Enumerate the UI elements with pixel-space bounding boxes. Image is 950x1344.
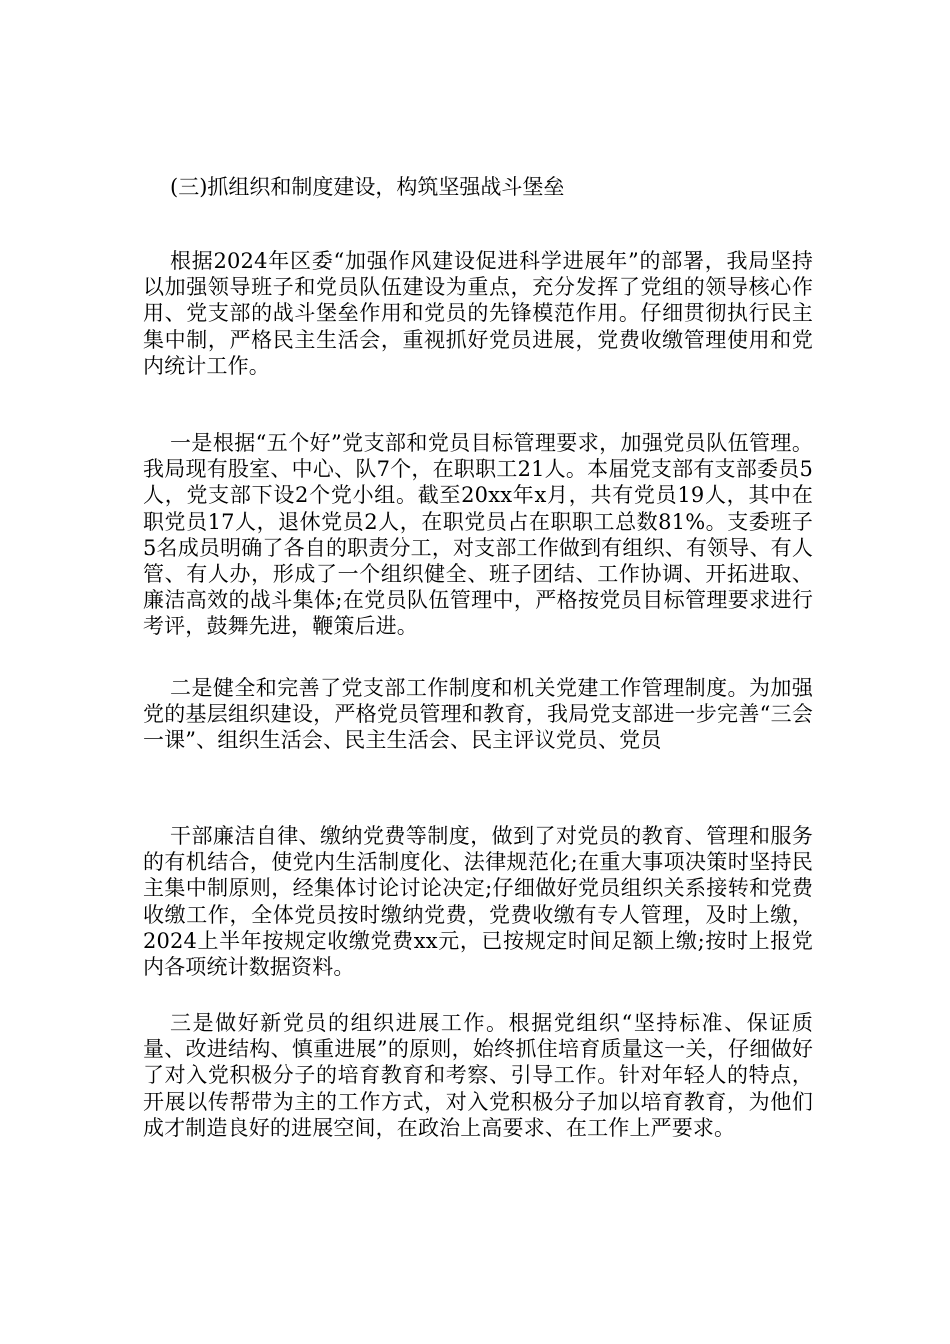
paragraph-cadre-discipline: 干部廉洁自律、缴纳党费等制度，做到了对党员的教育、管理和服务的有机结合，使党内生活制度化、法律规范化;在重大事项决策时坚持民主集中制原则，经集体讨论讨论决定;仔细做好党员组织关系接转和党费收缴工作，全体党员按时缴纳党费，党费收缴有专人管理，及时上缴，2024上半年按规定收缴党费xx元，已按规定时间足额上缴;按时上报党内各项统计数据资料。 <box>143 824 813 980</box>
paragraph-system-building: 二是健全和完善了党支部工作制度和机关党建工作管理制度。为加强党的基层组织建设，严格党员管理和教育，我局党支部进一步完善“三会一课”、组织生活会、民主生活会、民主评议党员、党员 <box>143 676 813 753</box>
paragraph-member-management: 一是根据“五个好”党支部和党员目标管理要求，加强党员队伍管理。我局现有股室、中心、队7个，在职职工21人。本届党支部有支部委员5人，党支部下设2个党小组。截至20xx年x月，共有党员19人，其中在职党员17人，退休党员2人，在职党员占在职职工总数81%。支委班子5名成员明确了各自的职责分工，对支部工作做到有组织、有领导、有人管、有人办，形成了一个组织健全、班子团结、工作协调、开拓进取、廉洁高效的战斗集体;在党员队伍管理中，严格按党员目标管理要求进行考评，鼓舞先进，鞭策后进。 <box>143 431 813 639</box>
section-heading: (三)抓组织和制度建设，构筑坚强战斗堡垒 <box>170 175 565 199</box>
paragraph-new-member-development: 三是做好新党员的组织进展工作。根据党组织“坚持标准、保证质量、改进结构、慎重进展”的原则，始终抓住培育质量这一关，仔细做好了对入党积极分子的培育教育和考察、引导工作。针对年轻人的特点，开展以传帮带为主的工作方式，对入党积极分子加以培育教育，为他们成才制造良好的进展空间，在政治上高要求、在工作上严要求。 <box>143 1011 813 1140</box>
paragraph-work-overview: 根据2024年区委“加强作风建设促进科学进展年”的部署，我局坚持以加强领导班子和党员队伍建设为重点，充分发挥了党组的领导核心作用、党支部的战斗堡垒作用和党员的先锋模范作用。仔细贯彻执行民主集中制，严格民主生活会，重视抓好党员进展，党费收缴管理使用和党内统计工作。 <box>143 249 813 378</box>
